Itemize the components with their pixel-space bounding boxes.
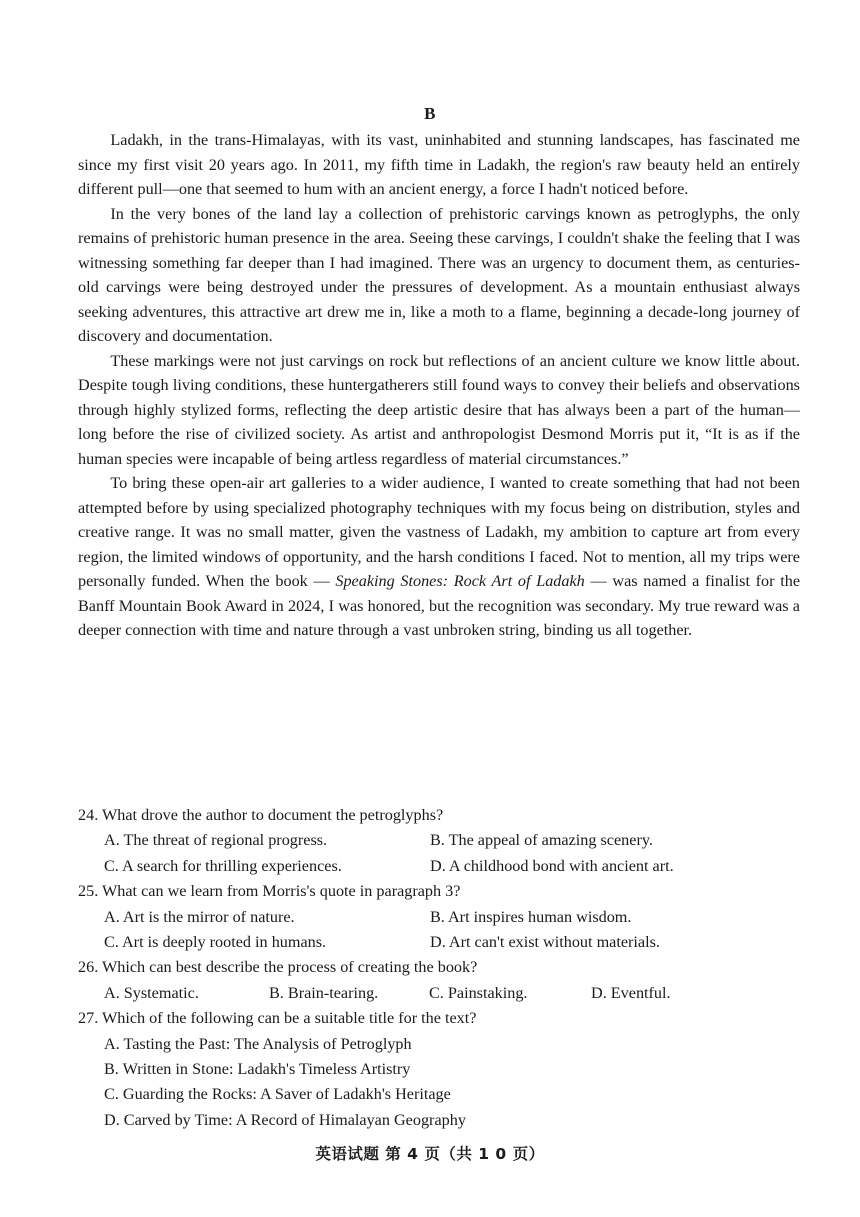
option-d[interactable]: D. A childhood bond with ancient art. <box>430 856 674 875</box>
option-c[interactable]: C. A search for thrilling experiences. <box>104 856 342 875</box>
paragraph-4-part-2: — was named a finalist for the Banff Mountain Book Award in 2024, I was honored, but the recognition was secondary. My true reward was a deeper connection with time and nature through a vast unbroken string, binding us all together. <box>78 572 801 639</box>
book-title: Speaking Stones: Rock Art of Ladakh <box>335 572 585 590</box>
question-stem: 26. Which can best describe the process of creating the book? <box>78 958 478 977</box>
section-letter: B <box>424 104 436 123</box>
option-a[interactable]: A. The threat of regional progress. <box>104 831 328 850</box>
question-27 <box>78 1006 800 1133</box>
paragraph-1: Ladakh, in the trans-Himalayas, with its vast, uninhabited and stunning landscapes, has fascinated me since my first visit 20 years ago. In 2011, my fifth time in Ladakh, the region's raw beauty held an entirely different pull—one that seemed to hum with an ancient energy, a force I hadn't noticed before. <box>78 131 800 198</box>
paragraph-2: In the very bones of the land lay a collection of prehistoric carvings known as petroglyphs, the only remains of prehistoric human presence in the area. Seeing these carvings, I couldn't shake the feeling that I was witnessing something far deeper than I had imagined. There was an urgency to document them, as centuries-old carvings were being destroyed under the pressures of development. As a mountain enthusiast always seeking adventures, this attractive art drew me in, like a moth to a flame, beginning a decade-long journey of discovery and documentation. <box>78 204 800 345</box>
option-d[interactable]: D. Eventful. <box>591 983 671 1002</box>
question-list <box>78 803 800 1133</box>
option-c[interactable]: C. Art is deeply rooted in humans. <box>104 933 327 952</box>
question-24 <box>78 803 800 879</box>
option-b[interactable]: B. The appeal of amazing scenery. <box>430 831 653 850</box>
option-b[interactable]: B. Brain-tearing. <box>269 983 379 1002</box>
question-stem: 24. What drove the author to document the petroglyphs? <box>78 806 444 824</box>
question-stem: 25. What can we learn from Morris's quote in paragraph 3? <box>78 882 461 901</box>
option-b[interactable]: B. Written in Stone: Ladakh's Timeless Artistry <box>104 1060 411 1079</box>
option-a[interactable]: A. Tasting the Past: The Analysis of Petroglyph <box>104 1034 412 1053</box>
paragraph-4-part-1: To bring these open-air art galleries to a wider audience, I wanted to create something that had not been attempted before by using specialized photography techniques with my focus being on distribution, styles and creative range. It was no small matter, given the vastness of Ladakh, my ambition to capture art from every region, the limited windows of opportunity, and the harsh conditions I faced. Not to mention, all my trips were personally funded. When the book — <box>78 474 800 590</box>
reading-passage <box>78 128 800 643</box>
question-25 <box>78 879 800 955</box>
option-a[interactable]: A. Systematic. <box>104 983 199 1002</box>
paragraph-3: These markings were not just carvings on rock but reflections of an ancient culture we know little about. Despite tough living conditions, these huntergatherers still found ways to convey their beliefs and observations through highly stylized forms, reflecting the deep artistic desire that has always been a part of the human—long before the rise of civilized society. As artist and anthropologist Desmond Morris put it, “It is as if the human species were incapable of being artless regardless of material circumstances.” <box>78 351 800 468</box>
option-d[interactable]: D. Carved by Time: A Record of Himalayan Geography <box>104 1110 466 1129</box>
option-c[interactable]: C. Guarding the Rocks: A Saver of Ladakh's Heritage <box>104 1085 451 1104</box>
option-d[interactable]: D. Art can't exist without materials. <box>430 933 660 952</box>
option-a[interactable]: A. Art is the mirror of nature. <box>104 907 295 926</box>
question-26 <box>78 955 800 1006</box>
page-footer: 英语试题 第 4 页（共 1 0 页） <box>315 1145 545 1163</box>
paragraph-4 <box>78 471 800 643</box>
question-stem: 27. Which of the following can be a suitable title for the text? <box>78 1009 477 1028</box>
option-c[interactable]: C. Painstaking. <box>429 983 528 1002</box>
option-b[interactable]: B. Art inspires human wisdom. <box>430 907 632 926</box>
